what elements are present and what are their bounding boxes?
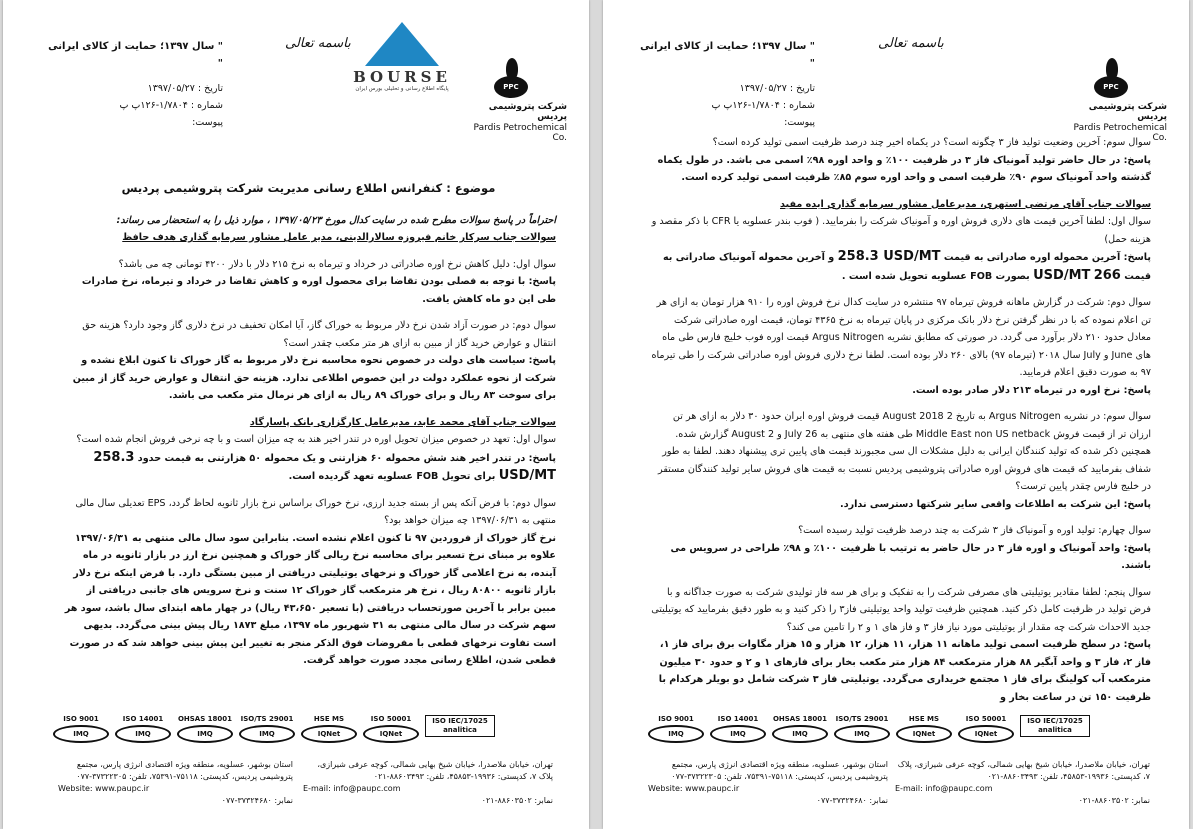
- price-unit: USD/MT: [1033, 267, 1091, 283]
- bourse-logo: [343, 22, 461, 92]
- ppc-logo: [1057, 58, 1167, 143]
- email-text: E-mail: info@paupc.com: [895, 784, 993, 793]
- question-text: سوال اول: دلیل کاهش نرخ اوره صادراتی در خرداد و تیرماه به نرخ ۲۱۵ دلار با دلار ۴۲۰۰ تومانی چه می باشد؟: [118, 258, 556, 270]
- question-text: سوال دوم: در صورت آزاد شدن نرخ دلار مربوط به خوراک گاز، آیا امکان تخفیف در نرخ دلاری گاز وجود دارد؟ هزینه حق انتقال و عوارض خرید گاز از مبین به ازای هر متر مکعب چقدر است؟: [82, 320, 556, 349]
- cert-ohsas18001-icon: OHSAS 18001 IMQ: [177, 715, 233, 743]
- email-text: E-mail: info@paupc.com: [303, 784, 401, 793]
- letter-header-info: [43, 38, 223, 131]
- cert-iso14001-icon: ISO 14001 IMQ: [115, 715, 171, 743]
- website-text: Website: www.paupc.ir: [648, 784, 740, 793]
- company-name-fa: شرکت پتروشیمی پردیس: [1088, 102, 1167, 122]
- section-heading: سوالات جناب آقای مرتضی استهری، مدیرعامل مشاور سرمایه گذاری ایده مفید: [780, 198, 1151, 210]
- company-name-en: Pardis Petrochemical Co.: [1073, 123, 1167, 143]
- cert-ohsas18001-icon: OHSAS 18001 IMQ: [772, 715, 828, 743]
- letter-body: [651, 134, 1151, 706]
- bourse-wordmark: BOURSE: [353, 68, 451, 86]
- answer-text: پاسخ: آخرین محموله اوره صادراتی به قیمت 258.3 USD/MT و آخرین محموله آمونیاک صادراتی به قیمت 266 USD/MT بصورت FOB عسلویه تحویل شده است .: [662, 249, 1151, 283]
- answer-text: پاسخ: در حال حاضر تولید آمونیاک فاز ۳ در ظرفیت ۱۰۰٪ و واحد اوره ۹۸٪ اسمی می باشد. در طول یکماه گذشته واحد آمونیاک سوم ۹۰٪ ظرفیت اسمی و واحد اوره سوم ۸۵٪ ظرفیت اسمی تولید کرده است.: [657, 154, 1151, 183]
- letter-date: تاریخ : ۱۳۹۷/۰۵/۲۷: [147, 83, 223, 94]
- bourse-subtitle: پایگاه اطلاع رسانی و تحلیلی بورس ایران: [355, 86, 449, 92]
- letter-number: شماره : ۱/۷۸۰۴-۱۲۶پ پ: [711, 100, 815, 111]
- document-page-2: [603, 0, 1189, 829]
- bushehr-address: استان بوشهر، عسلویه، منطقه ویژه اقتصادی انرژی پارس، مجتمع پتروشیمی پردیس، کدپستی: ۷۵۱۱۸-۷۵۳۹۱، تلفن: ۳۷۳۲۲۳۰۵-۰۷۷ Website: www.paupc.ir نمابر: ۳۷۳۲۴۶۸۰-۰۷۷: [648, 760, 888, 805]
- answer-text: پاسخ: در سطح ظرفیت اسمی تولید ماهانه ۱۱ هزار، ۱۱ هزار، ۱۲ هزار و ۱۵ هزار مگاوات برق برای فاز ۱، فاز ۲، فاز ۳ و واحد آبگیر ۸۸ هزار مترمکعب ۸۴ هزار متر مکعب بخار برای فازهای ۱ و ۲ و حدود ۳۰ میلیون مترمکعب آب کولینگ برای فاز ۱ مجتمع خریداری می‌گردد. یوتیلیتی فاز ۳ شرکت شامل دو بویلر هرکدام با ظرفیت ۱۵۰ تن در ساعت بخار و: [658, 639, 1151, 703]
- answer-text: پاسخ: این شرکت به اطلاعات واقعی سایر شرکتها دسترسی ندارد.: [840, 498, 1151, 510]
- year-slogan: " سال ۱۳۹۷؛ حمایت از کالای ایرانی ": [48, 41, 223, 69]
- letter-attachment: پیوست:: [192, 117, 223, 128]
- certification-logos: [648, 715, 1149, 753]
- cert-hsems-icon: HSE MS IQNet: [896, 715, 952, 743]
- bismillah: باسمه تعالی: [285, 36, 351, 51]
- ppc-flame-icon: PPC: [1092, 58, 1132, 98]
- letter-footer: [603, 709, 1189, 829]
- question-text: سوال سوم: آخرین وضعیت تولید فاز ۳ چگونه است؟ در یکماه اخیر چند درصد ظرفیت اسمی تولید کرده است؟: [712, 137, 1151, 148]
- cert-iso50001-icon: ISO 50001 IQNet: [363, 715, 419, 743]
- price-figure: 258.3 USD/MT: [93, 449, 556, 483]
- document-page-1: [3, 0, 589, 829]
- section-heading: سوالات جناب سرکار خانم فیروزه سالارالدینی، مدیر عامل مشاور سرمایه گذاری هدف حافظ: [122, 232, 556, 243]
- intro-text: احتراماً در پاسخ سوالات مطرح شده در سایت کدال مورخ ۱۳۹۷/۰۵/۲۳ ، موارد ذیل را به استحضار می رساند:: [116, 214, 556, 226]
- company-name-fa: شرکت پتروشیمی پردیس: [488, 102, 567, 122]
- question-text: سوال اول: تعهد در خصوص میزان تحویل اوره در تندر اخیر هند به چه میزان است و با چه نرخی فروش انجام شده است؟: [76, 434, 556, 445]
- tehran-address: تهران، خیابان ملاصدرا، خیابان شیخ بهایی شمالی، کوچه عرفی شیرازی، پلاک ۷، کدپستی: ۱۹۹۳۶-۴۵۸۵۳، تلفن: ۸۸۶۰۳۴۹۳-۰۲۱ E-mail: info@paupc.com نمابر: ۸۸۶۰۳۵۰۲-۰۲۱: [303, 760, 553, 805]
- cert-iso17025-icon: ISO IEC/17025 analitica: [1020, 715, 1090, 737]
- letter-subject: موضوع : کنفرانس اطلاع رسانی مدیریت شرکت پتروشیمی پردیس: [121, 181, 496, 195]
- question-text: سوال پنجم: لطفا مقادیر یوتیلیتی های مصرفی شرکت را به تفکیک و برای هر سه فاز تولیدی شرکت به صورت جداگانه و با فرض تولید در ظرفیت کامل ذکر کنید. همچنین ظرفیت تولید واحد یوتیلیتی فاز۳ را ذکر کنید و به طور دقیق بفرمایید که یوتیلیتی جدید الاحداث شرکت چه مقدار از یوتیلیتی مورد نیاز فاز ۳ و فاز های ۱ و ۲ را تامین می کند؟: [651, 586, 1151, 633]
- question-text: سوال چهارم: تولید اوره و آمونیاک فاز ۳ شرکت به چند درصد ظرفیت تولید رسیده است؟: [798, 525, 1151, 536]
- letter-number: شماره : ۱/۷۸۰۴-۱۲۶پ پ: [119, 100, 223, 111]
- ppc-logo: [457, 58, 567, 143]
- certification-logos: [53, 715, 549, 753]
- letter-body: [61, 180, 556, 670]
- question-text: سوال سوم: در نشریه Argus Nitrogen به تاریخ 2 August 2018 قیمت فروش اوره ایران حدود ۳۰ دلار به ازای هر تن ارزان تر از قیمت فروش Middle East non US netback طی هفته های منتهی به 26 July و 2 August گزارش شده. همچنین ذکر شده که تولید کنندگان ایرانی به دلیل مشکلات ال سی مجبورند قیمت های پایین تری پیشنهاد دهند. لطفا به طور شفاف بفرمایید که قیمت های فروش اوره صادراتی پتروشیمی پردیس نسبت به قیمت های فروش سایر تولید کنندگان مستقر در خلیج فارس چقدر پایین ترست؟: [658, 411, 1151, 492]
- price-figure: 258.3 USD/MT: [837, 249, 941, 264]
- cert-isots29001-icon: ISO/TS 29001 IMQ: [834, 715, 890, 743]
- cert-iso9001-icon: ISO 9001 IMQ: [53, 715, 109, 743]
- cert-iso17025-icon: ISO IEC/17025 analitica: [425, 715, 495, 737]
- letter-header-info: [635, 38, 815, 131]
- website-text: Website: www.paupc.ir: [58, 784, 150, 793]
- answer-text: پاسخ: با توجه به فصلی بودن تقاضا برای محصول اوره و کاهش تقاضا در خرداد و تیرماه، نرخ صادرات طی این دو ماه کاهش یافت.: [81, 276, 556, 305]
- answer-text: پاسخ: سیاست های دولت در خصوص نحوه محاسبه نرخ دلار مربوط به گاز خوراک تا کنون ابلاغ نشده و شرکت از نحوه عملکرد دولت در این خصوص اطلاعی ندارد. هزینه حق انتقال و عوارض خرید گاز از مبین برای سوخت ۸۳ ریال و برای خوراک ۸۹ ریال به ازای هر نرمال متر مکعب می باشد.: [72, 355, 556, 401]
- answer-text: پاسخ: واحد آمونیاک و اوره فاز ۳ در حال حاضر به ترتیب با ظرفیت ۱۰۰٪ و ۹۸٪ طراحی در سرویس می باشند.: [670, 542, 1151, 571]
- bismillah: باسمه تعالی: [878, 36, 944, 51]
- cert-hsems-icon: HSE MS IQNet: [301, 715, 357, 743]
- bushehr-address: استان بوشهر، عسلویه، منطقه ویژه اقتصادی انرژی پارس، مجتمع پتروشیمی پردیس، کدپستی: ۷۵۱۱۸-۷۵۳۹۱، تلفن: ۳۷۳۲۲۳۰۵-۰۷۷ Website: www.paupc.ir نمابر: ۳۷۳۲۴۶۸۰-۰۷۷: [58, 760, 293, 805]
- price-figure: 266: [1093, 267, 1121, 283]
- letter-footer: [3, 709, 589, 829]
- answer-text: پاسخ: نرخ اوره در تیرماه ۲۱۳ دلار صادر بوده است.: [912, 384, 1151, 396]
- letter-attachment: پیوست:: [784, 117, 815, 128]
- cert-isots29001-icon: ISO/TS 29001 IMQ: [239, 715, 295, 743]
- question-text: سوال دوم: با فرض آنکه پس از بسته جدید ارزی، نرخ خوراک براساس نرخ بازار ثانویه لحاظ گردد، EPS تعدیلی سال مالی منتهی به ۱۳۹۷/۰۶/۳۱ چه میزان خواهد بود؟: [75, 497, 556, 526]
- cert-iso14001-icon: ISO 14001 IMQ: [710, 715, 766, 743]
- company-name-en: Pardis Petrochemical Co.: [473, 123, 567, 143]
- answer-text: پاسخ: در تندر اخیر هند شش محموله ۶۰ هزارتنی و یک محموله ۵۰ هزارتنی به قیمت حدود 258.3 USD/MT برای تحویل FOB عسلویه تعهد گردیده است.: [93, 449, 556, 483]
- question-text: سوال اول: لطفا آخرین قیمت های دلاری فروش اوره و آمونیاک شرکت را بفرمایید. ( فوب بندر عسلویه یا CFR با ذکر مقصد و هزینه حمل): [651, 216, 1151, 245]
- question-text: سوال دوم: شرکت در گزارش ماهانه فروش تیرماه ۹۷ منتشره در سایت کدال نرخ فروش اوره را ۹۱۰ هزار تومان به ازای هر تن اعلام نموده که با در نظر گرفتن نرخ دلار بانک مرکزی در پایان تیرماه به نرخ ۴۳۶۵ تومان، قیمت اوره صادراتی شرکت معادل حدود ۲۱۰ دلار برآورد می گردد. در صورتی که مطابق نشریه Argus Nitrogen قیمت اوره فوب خلیج فارس طی ماه های June و July سال ۲۰۱۸ (تیرماه ۹۷) بالای ۲۶۰ دلار بوده است. لطفا نرخ دلاری فروش اوره صادراتی شرکت را طی تیرماه ۹۷ به صورت دقیق اعلام فرمایید.: [651, 297, 1151, 378]
- answer-text: نرخ گاز خوراک از فروردین ۹۷ تا کنون اعلام نشده است. بنابراین سود سال مالی منتهی به ۱۳۹۷/۰۶/۳۱ علاوه بر مبنای نرخ تسعیر برای محاسبه نرخ ریالی گاز خوراک و همچنین نرخ ارز در بازار ثانویه در ماه آینده، به نرخ اعلامی گاز خوراک و نرخهای یوتیلیتی دریافتی از مبین بستگی دارد. با فرض اینکه نرخ دلار بازار ثانویه ۸۰۸۰۰ ریال ، نرخ هر مترمکعب گاز خوراک ۱۲ سنت و نرخ سرویس های جانبی دریافتی از مبین برابر با آخرین صورتحساب دریافتی (با تسعیر ۴۳،۶۵۰ ریال) در چهار ماهه ابتدای سال باشد، سود هر سهم شرکت در سال مالی منتهی به ۳۱ شهریور ماه ۱۳۹۷، مبلغ ۱۸۷۳ ریال پیش بینی می‌گردد. بدیهی است تفاوت نرخهای قطعی با مفروضات فوق الذکر منجر به تغییر این پیش بینی خواهد شد که در صورت قطعی شدن، اطلاع رسانی مجدد صورت خواهد گرفت.: [64, 532, 556, 666]
- bourse-triangle-icon: [365, 22, 439, 66]
- tehran-address: تهران، خیابان ملاصدرا، خیابان شیخ بهایی شمالی، کوچه عرفی شیرازی، پلاک ۷، کدپستی: ۱۹۹۳۶-۴۵۸۵۳، تلفن: ۸۸۶۰۳۴۹۳-۰۲۱ E-mail: info@paupc.com نمابر: ۸۸۶۰۳۵۰۲-۰۲۱: [895, 760, 1150, 805]
- cert-iso9001-icon: ISO 9001 IMQ: [648, 715, 704, 743]
- ppc-flame-icon: PPC: [492, 58, 532, 98]
- letter-date: تاریخ : ۱۳۹۷/۰۵/۲۷: [739, 83, 815, 94]
- cert-iso50001-icon: ISO 50001 IQNet: [958, 715, 1014, 743]
- section-heading: سوالات جناب آقای محمد عابد، مدیرعامل کارگزاری بانک پاسارگاد: [249, 416, 556, 428]
- year-slogan: " سال ۱۳۹۷؛ حمایت از کالای ایرانی ": [640, 41, 815, 69]
